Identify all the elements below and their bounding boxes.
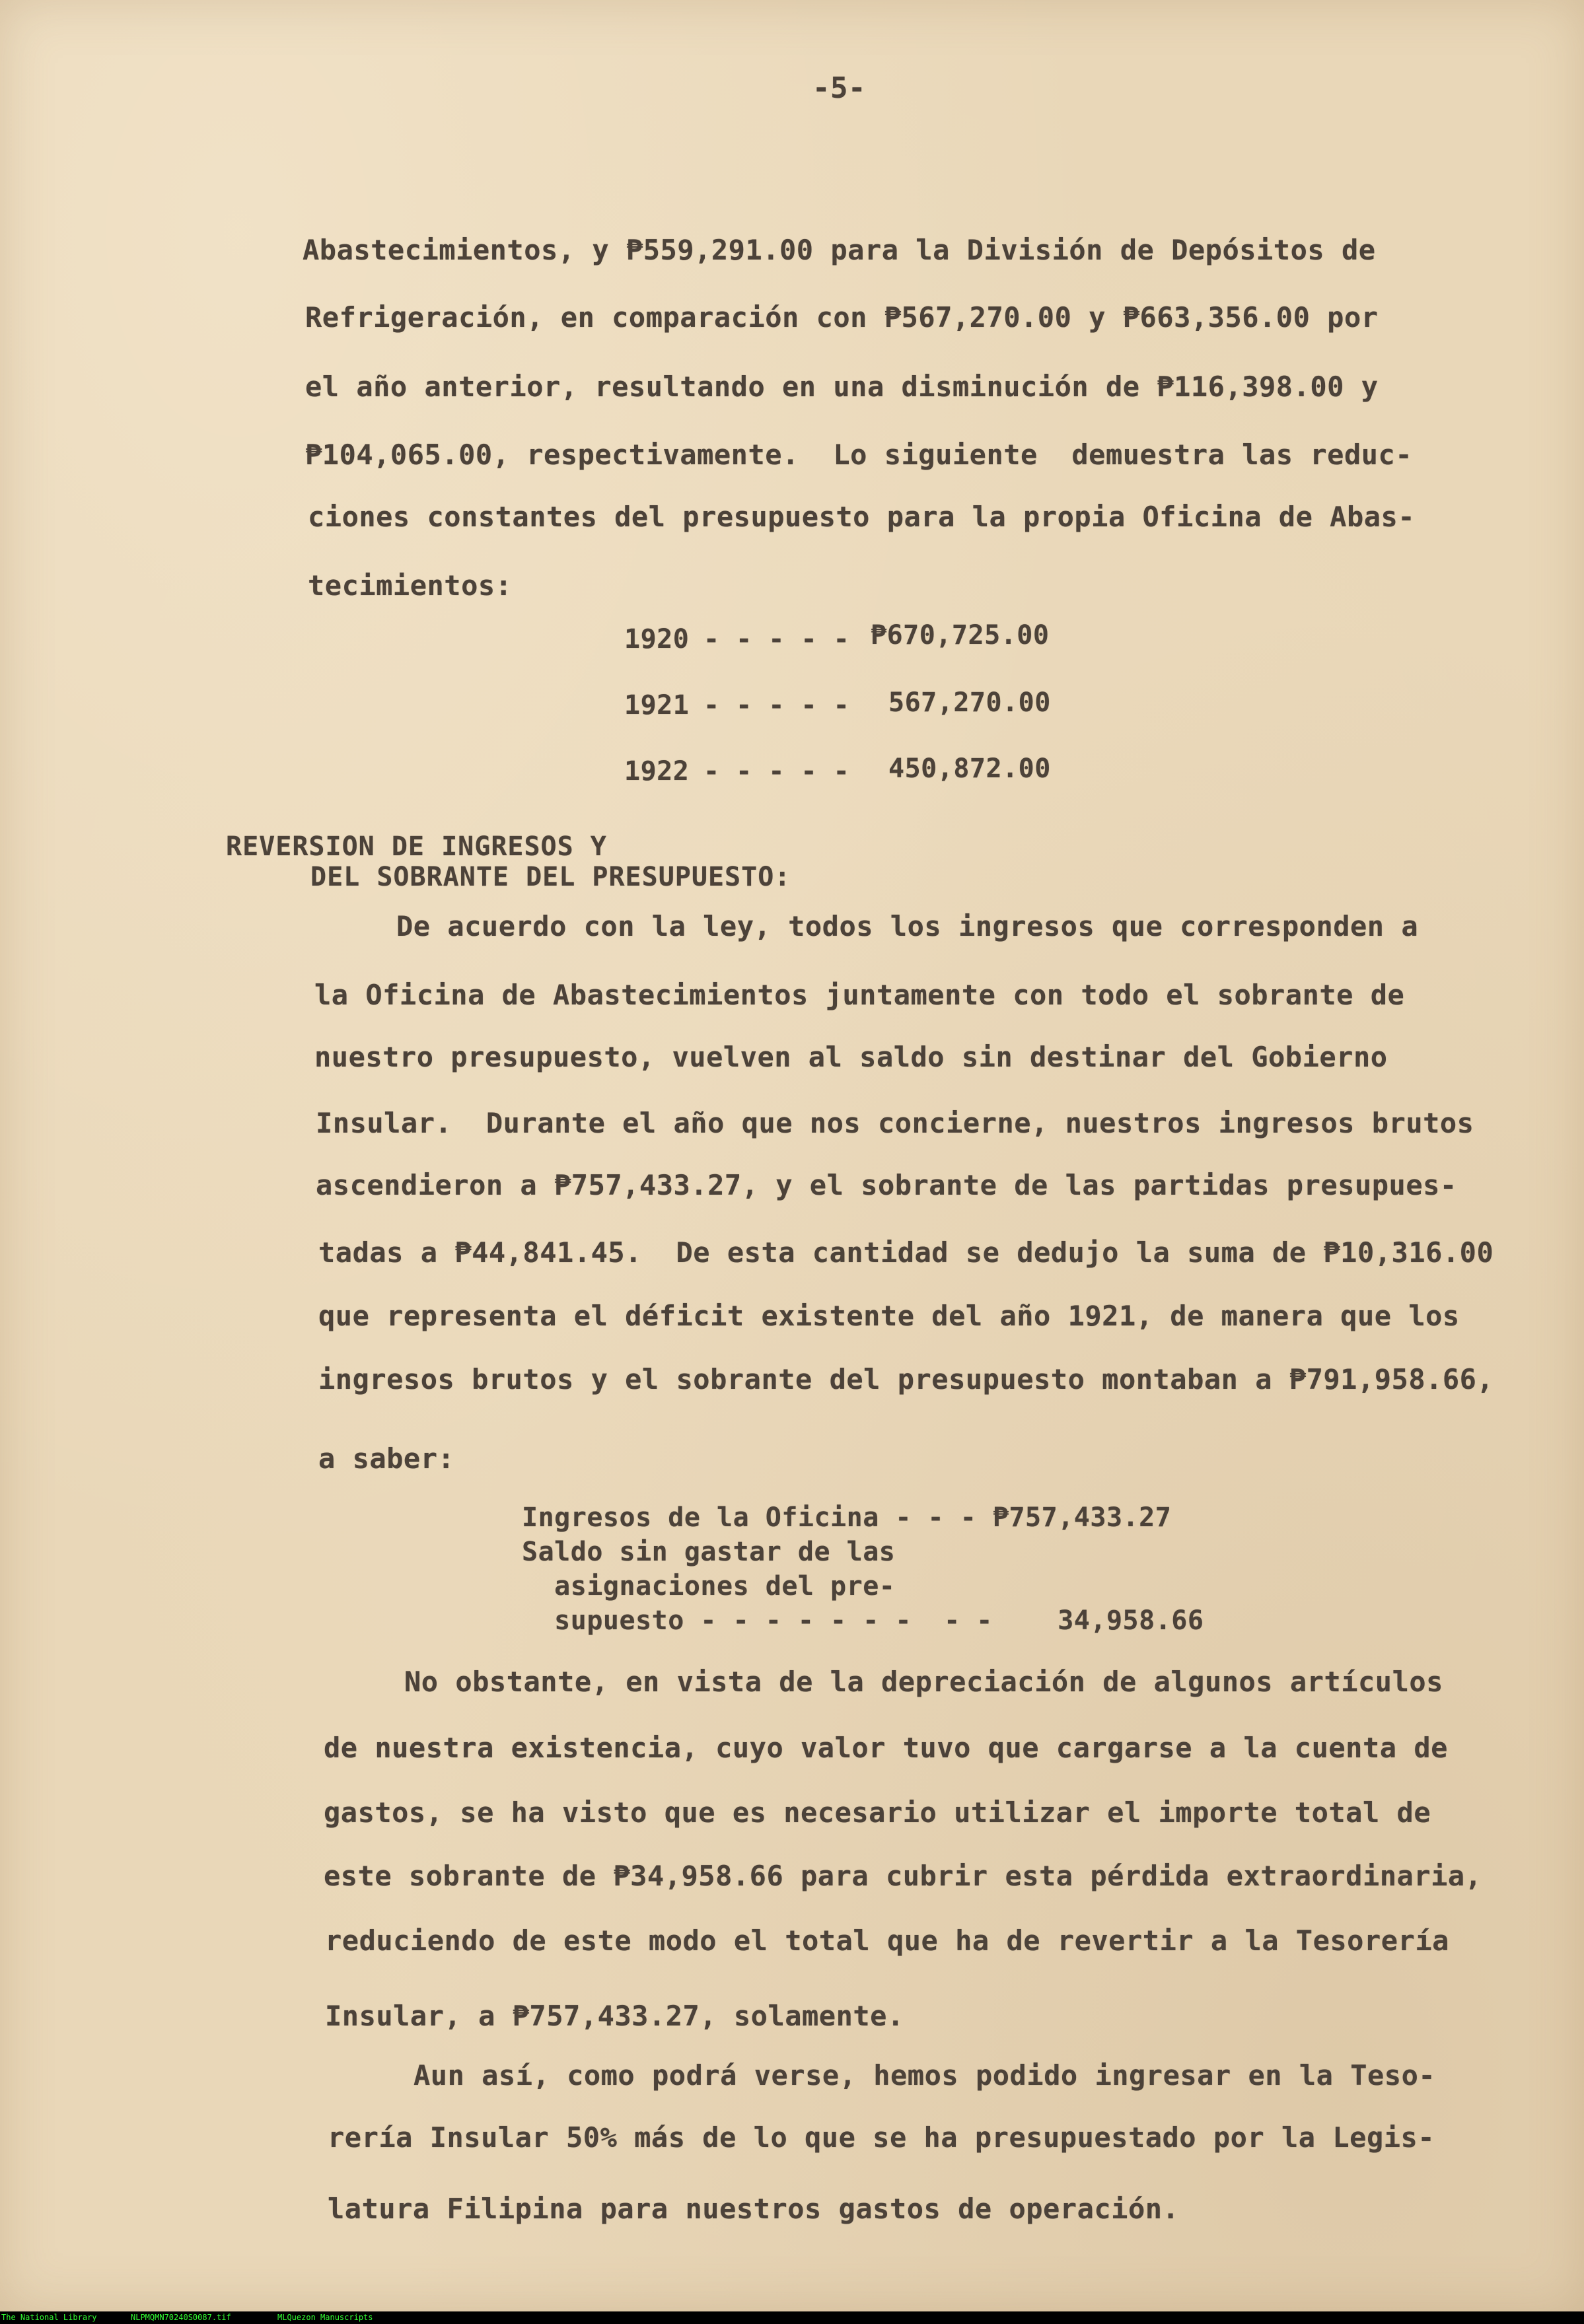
budget-year: 1921 (624, 690, 690, 721)
footer-collection: MLQuezon Manuscripts (277, 2313, 373, 2322)
text-line: No obstante, en vista de la depreciación de algunos artículos (404, 1666, 1443, 1698)
text-line: a saber: (318, 1442, 455, 1475)
text-line: nuestro presupuesto, vuelven al saldo sin destinar del Gobierno (314, 1041, 1388, 1073)
text-line: ascendieron a ₱757,433.27, y el sobrante de las partidas presupues- (316, 1169, 1457, 1201)
summary-line: Saldo sin gastar de las (522, 1537, 896, 1567)
text-line: Abastecimientos, y ₱559,291.00 para la División de Depósitos de (303, 234, 1376, 266)
text-line: Refrigeración, en comparación con ₱567,270.00 y ₱663,356.00 por (305, 301, 1379, 334)
text-line: Insular, a ₱757,433.27, solamente. (325, 2000, 904, 2032)
footer-file: NLPMQMN70240S0087.tif (131, 2313, 231, 2322)
archive-footer (0, 2311, 1584, 2324)
text-line: la Oficina de Abastecimientos juntamente con todo el sobrante de (314, 979, 1405, 1011)
budget-dashes: - - - - - (703, 756, 850, 787)
text-line: tadas a ₱44,841.45. De esta cantidad se dedujo la suma de ₱10,316.00 (318, 1236, 1494, 1269)
summary-line: Ingresos de la Oficina - - - ₱757,433.27 (522, 1502, 1172, 1533)
text-line: este sobrante de ₱34,958.66 para cubrir esta pérdida extraordinaria, (324, 1860, 1482, 1892)
text-line: que representa el déficit existente del año 1921, de manera que los (318, 1300, 1460, 1332)
page-number: -5- (812, 71, 866, 105)
budget-amount: 450,872.00 (888, 754, 1051, 784)
summary-line: supuesto - - - - - - - - - 34,958.66 (522, 1605, 1204, 1636)
text-line: latura Filipina para nuestros gastos de operación. (328, 2193, 1180, 2225)
text-line: ciones constantes del presupuesto para la propia Oficina de Abas- (308, 501, 1416, 533)
budget-dashes: - - - - - (703, 624, 850, 654)
text-line: tecimientos: (308, 569, 513, 602)
budget-year: 1920 (624, 624, 690, 654)
text-line: Insular. Durante el año que nos concierne, nuestros ingresos brutos (316, 1107, 1474, 1139)
footer-library: The National Library (1, 2313, 97, 2322)
text-line: de nuestra existencia, cuyo valor tuvo que cargarse a la cuenta de (324, 1732, 1448, 1764)
section-heading: REVERSION DE INGRESOS Y (226, 831, 607, 862)
budget-dashes: - - - - - (703, 690, 850, 721)
text-line: Aun así, como podrá verse, hemos podido ingresar en la Teso- (414, 2059, 1436, 2092)
budget-amount: ₱670,725.00 (871, 620, 1050, 651)
text-line: el año anterior, resultando en una disminución de ₱116,398.00 y (305, 370, 1379, 403)
text-line: reduciendo de este modo el total que ha de revertir a la Tesorería (325, 1924, 1449, 1957)
text-line: ₱104,065.00, respectivamente. Lo siguiente demuestra las reduc- (305, 439, 1413, 471)
text-line: gastos, se ha visto que es necesario utilizar el importe total de (324, 1796, 1431, 1829)
summary-line: asignaciones del pre- (522, 1571, 896, 1602)
budget-year: 1922 (624, 756, 690, 787)
text-line: De acuerdo con la ley, todos los ingresos que corresponden a (396, 910, 1419, 942)
section-heading: DEL SOBRANTE DEL PRESUPUESTO: (310, 862, 791, 892)
budget-amount: 567,270.00 (888, 687, 1051, 718)
text-line: rería Insular 50% más de lo que se ha presupuestado por la Legis- (328, 2121, 1435, 2154)
text-line: ingresos brutos y el sobrante del presupuesto montaban a ₱791,958.66, (318, 1363, 1494, 1395)
